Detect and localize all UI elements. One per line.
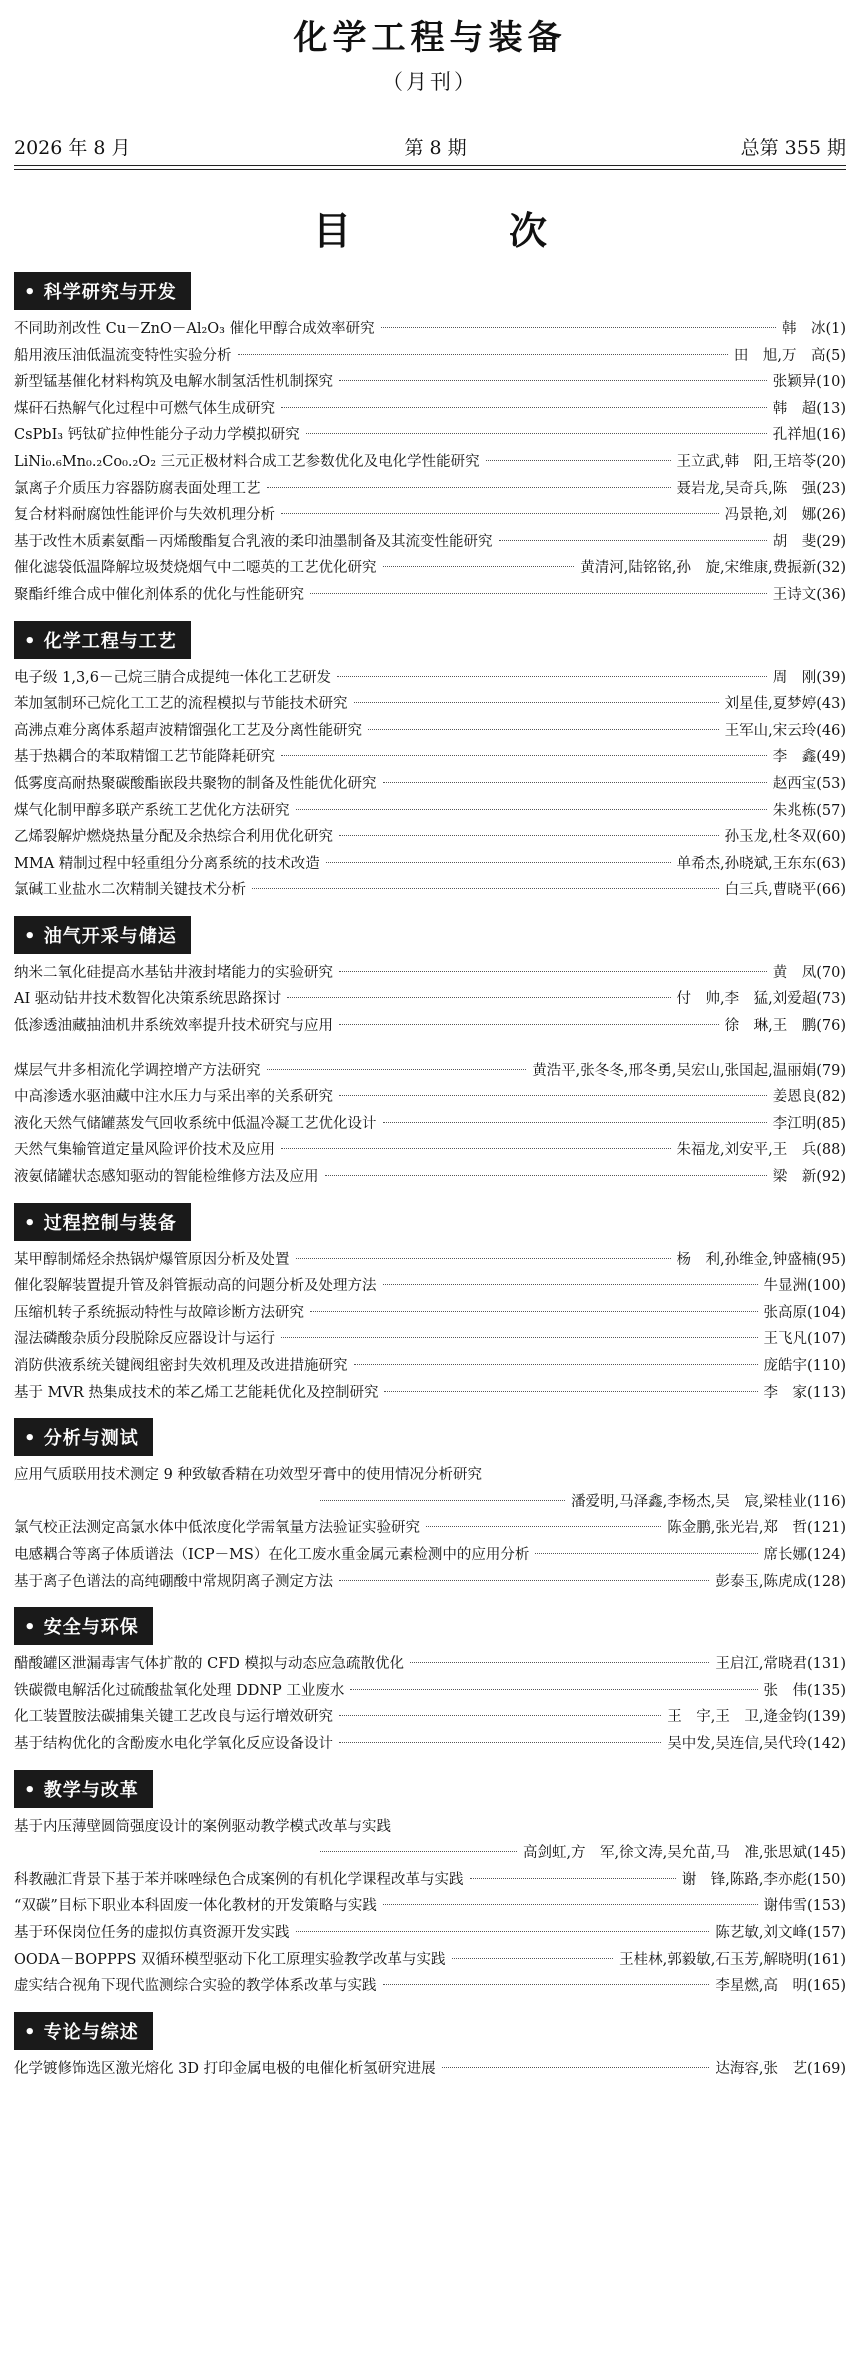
entry-authors-page: 席长娜(124) (763, 1546, 846, 1563)
section-heading: • 过程控制与装备 (14, 1203, 191, 1241)
leader-dots (339, 1024, 719, 1025)
leader-dots (281, 407, 767, 408)
entry-authors-page: 王立武,韩 阳,王培苓(20) (676, 453, 846, 470)
toc-entry[interactable] (14, 529, 846, 556)
section-heading-label: 化学工程与工艺 (43, 630, 177, 652)
toc-entry[interactable] (14, 369, 846, 396)
entry-authors-page: 张 伟(135) (763, 1682, 846, 1699)
leader-dots (535, 1553, 757, 1554)
leader-dots (296, 1258, 671, 1259)
section-heading: • 油气开采与储运 (14, 916, 191, 954)
entry-authors-page: 白三兵,曹晓平(66) (724, 882, 846, 899)
entry-title: 液化天然气储罐蒸发气回收系统中低温冷凝工艺优化设计 (14, 1115, 377, 1132)
leader-dots (410, 1662, 709, 1663)
entry-authors-page: 李星燃,高 明(165) (715, 1978, 846, 1995)
entry-title: 基于 MVR 热集成技术的苯乙烯工艺能耗优化及控制研究 (14, 1384, 379, 1401)
header-rule-top (14, 165, 846, 166)
entry-title: 苯加氢制环己烷化工工艺的流程模拟与节能技术研究 (14, 696, 348, 713)
entry-title: 基于改性木质素氨酯－丙烯酸酯复合乳液的柔印油墨制备及其流变性能研究 (14, 533, 493, 550)
entry-title: 消防供液系统关键阀组密封失效机理及改进措施研究 (14, 1358, 348, 1374)
toc-entry[interactable] (14, 1893, 846, 1920)
entry-title: “双碳”目标下职业本科固废一体化教材的开发策略与实践 (14, 1898, 377, 1915)
entry-title: 聚酯纤维合成中催化剂体系的优化与性能研究 (14, 586, 304, 603)
leader-dots (281, 1337, 758, 1338)
entry-title: 新型锰基催化材料构筑及电解水制氢活性机制探究 (14, 374, 333, 391)
entry-authors-page: 王军山,宋云玲(46) (724, 722, 846, 739)
entry-title: 化学镀修饰选区激光熔化 3D 打印金属电极的电催化析氢研究进展 (14, 2060, 436, 2077)
entry-authors-page: 李 鑫(49) (772, 749, 846, 766)
toc-entry[interactable] (14, 476, 846, 503)
entry-title: 复合材料耐腐蚀性能评价与失效机理分析 (14, 507, 275, 524)
entry-authors-page: 姜恩良(82) (772, 1089, 846, 1106)
leader-dots (354, 702, 719, 703)
entry-title: 基于结构优化的含酚废水电化学氧化反应设备设计 (14, 1735, 333, 1752)
toc-section (14, 272, 846, 609)
entry-authors-page: 达海容,张 艺(169) (715, 2060, 846, 2077)
entry-authors-page: 黄 凤(70) (772, 964, 846, 981)
toc-entry[interactable] (14, 798, 846, 825)
entry-title: 煤矸石热解气化过程中可燃气体生成研究 (14, 400, 275, 417)
entry-authors-page: 梁 新(92) (772, 1169, 846, 1186)
leader-dots (499, 540, 767, 541)
entry-title: 低渗透油藏抽油机井系统效率提升技术研究与应用 (14, 1018, 333, 1035)
toc-entry[interactable] (14, 396, 846, 423)
leader-dots (383, 1284, 758, 1285)
entry-title: 应用气质联用技术测定 9 种致敏香精在功效型牙膏中的使用情况分析研究 (14, 1467, 482, 1484)
leader-dots (339, 380, 767, 381)
entry-title: 化工装置胺法碳捕集关键工艺改良与运行增效研究 (14, 1709, 333, 1726)
leader-dots (383, 1984, 710, 1985)
entry-title: 天然气集输管道定量风险评价技术及应用 (14, 1142, 275, 1159)
toc-entry[interactable] (14, 1273, 846, 1300)
entry-authors-page: 冯景艳,刘 娜(26) (724, 507, 846, 524)
toc-entry[interactable] (14, 1300, 846, 1327)
toc-entry[interactable] (14, 1542, 846, 1569)
toc-entry[interactable] (14, 1326, 846, 1353)
toc-entry[interactable] (14, 771, 846, 798)
issue-line (14, 133, 846, 160)
toc-entry[interactable] (14, 1947, 846, 1974)
leader-dots (426, 1526, 661, 1527)
entry-authors-page: 孙玉龙,杜冬双(60) (724, 829, 846, 846)
entry-title: 乙烯裂解炉燃烧热量分配及余热综合利用优化研究 (14, 829, 333, 846)
entry-authors-page: 赵西宝(53) (772, 775, 846, 792)
toc-entry[interactable] (14, 1247, 846, 1274)
leader-dots (296, 809, 767, 810)
entry-title: 压缩机转子系统振动特性与故障诊断方法研究 (14, 1304, 304, 1321)
toc-entry[interactable] (14, 1515, 846, 1542)
leader-dots (281, 755, 767, 756)
entry-authors-page: 谢 锋,陈路,李亦彪(150) (681, 1871, 846, 1888)
entry-authors-page: 王飞凡(107) (763, 1331, 846, 1348)
leader-dots (310, 1311, 758, 1312)
entry-title: 基于离子色谱法的高纯硼酸中常规阴离子测定方法 (14, 1573, 333, 1590)
entry-title: 某甲醇制烯烃余热锅炉爆管原因分析及处置 (14, 1251, 290, 1268)
entry-title: 基于环保岗位任务的虚拟仿真资源开发实践 (14, 1924, 290, 1941)
leader-dots (486, 460, 671, 461)
toc-section (14, 2012, 846, 2083)
entry-authors-page: 潘爱明,马泽鑫,李杨杰,吴 宸,梁桂业(116) (571, 1493, 846, 1510)
entry-title: 纳米二氧化硅提高水基钻井液封堵能力的实验研究 (14, 964, 333, 981)
section-heading-label: 安全与环保 (43, 1617, 139, 1639)
section-heading-label: 科学研究与开发 (43, 282, 177, 303)
entry-title: 高沸点难分离体系超声波精馏强化工艺及分离性能研究 (14, 722, 362, 739)
toc-section (14, 1607, 846, 1757)
entry-authors-page: 朱兆栋(57) (772, 802, 846, 819)
toc-entry[interactable] (14, 1651, 846, 1678)
entry-title: 基于内压薄壁圆筒强度设计的案例驱动教学模式改革与实践 (14, 1818, 391, 1835)
toc-entry[interactable] (14, 877, 846, 904)
leader-dots (320, 1500, 565, 1501)
entry-authors-page: 陈艺敏,刘文峰(157) (715, 1924, 846, 1941)
toc-entry[interactable] (14, 691, 846, 718)
leader-dots (267, 487, 671, 488)
leader-dots (383, 1904, 758, 1905)
section-heading-label: 过程控制与装备 (43, 1212, 177, 1234)
toc-entry[interactable] (14, 2056, 846, 2083)
leader-dots (287, 997, 670, 998)
issue-date: 2026 年 8 月 (14, 137, 131, 159)
entry-authors-page: 吴中发,吴连信,吴代玲(142) (667, 1735, 846, 1752)
journal-title: 化学工程与装备 (293, 18, 567, 58)
toc-section (14, 1418, 846, 1595)
entry-title: 催化滤袋低温降解垃圾焚烧烟气中二噁英的工艺优化研究 (14, 560, 377, 577)
entry-title: 电感耦合等离子体质谱法（ICP－MS）在化工废水重金属元素检测中的应用分析 (14, 1546, 530, 1563)
toc-entry[interactable] (14, 1920, 846, 1947)
entry-title: 氯离子介质压力容器防腐表面处理工艺 (14, 480, 261, 497)
leader-dots (281, 1148, 671, 1149)
leader-dots (368, 729, 719, 730)
leader-dots (281, 513, 719, 514)
entry-authors-page: 韩 超(13) (772, 400, 846, 417)
entry-authors-page: 张颖异(10) (772, 374, 846, 391)
leader-dots (470, 1878, 676, 1879)
leader-dots (320, 1851, 517, 1852)
toc-entry[interactable] (14, 1867, 846, 1894)
leader-dots (339, 1715, 661, 1716)
entry-title: CsPbI₃ 钙钛矿拉伸性能分子动力学模拟研究 (14, 427, 300, 444)
entry-authors-page: 刘星佳,夏梦婷(43) (724, 696, 846, 713)
toc-entry[interactable] (14, 449, 846, 476)
entry-authors-page: 黄清河,陆铭铭,孙 旋,宋维康,费振新(32) (580, 560, 846, 577)
entry-authors-page: 庞皓宇(110) (763, 1358, 846, 1374)
entry-authors-page: 胡 斐(29) (772, 533, 846, 550)
section-heading-label: 油气开采与储运 (43, 925, 177, 947)
section-heading: • 安全与环保 (14, 1607, 153, 1645)
entry-title: 氯气校正法测定高氯水体中低浓度化学需氧量方法验证实验研究 (14, 1520, 420, 1537)
toc-entry[interactable] (14, 960, 846, 987)
leader-dots (339, 971, 767, 972)
entry-authors-page: 孔祥旭(16) (772, 427, 846, 444)
leader-dots (383, 1122, 767, 1123)
entry-title: AI 驱动钻井技术数智化决策系统思路探讨 (14, 991, 282, 1008)
toc-entry[interactable] (14, 1569, 846, 1596)
leader-dots (339, 1580, 709, 1581)
leader-dots (452, 1958, 614, 1959)
entry-authors-page: 李 家(113) (763, 1384, 846, 1401)
toc-entry[interactable] (14, 502, 846, 529)
entry-authors-page: 牛显洲(100) (763, 1278, 846, 1295)
entry-authors-page: 王启江,常晓君(131) (715, 1656, 846, 1673)
entry-authors-page: 付 帅,李 猛,刘爱超(73) (676, 991, 846, 1008)
toc-section (14, 621, 846, 904)
toc-entry[interactable] (14, 851, 846, 878)
entry-title: 湿法磷酸杂质分段脱除反应器设计与运行 (14, 1331, 275, 1348)
toc-entry[interactable] (14, 582, 846, 609)
entry-title: 铁碳微电解活化过硫酸盐氧化处理 DDNP 工业废水 (14, 1682, 345, 1699)
entry-gap (14, 1040, 846, 1058)
toc-entry[interactable] (14, 1111, 846, 1138)
leader-dots (339, 1095, 767, 1096)
section-heading-label: 分析与测试 (43, 1428, 139, 1450)
toc-entry[interactable] (14, 1058, 846, 1085)
toc-entry[interactable] (14, 316, 846, 343)
toc-section (14, 1203, 846, 1407)
entry-title: 基于热耦合的苯取精馏工艺节能降耗研究 (14, 749, 275, 766)
entry-title: 煤层气井多相流化学调控增产方法研究 (14, 1062, 261, 1079)
leader-dots (339, 1742, 661, 1743)
issue-total: 总第 355 期 (740, 137, 846, 159)
toc-entry[interactable] (14, 1164, 846, 1191)
leader-dots (310, 593, 767, 594)
toc-entry[interactable] (14, 1678, 846, 1705)
entry-title: 船用液压油低温流变特性实验分析 (14, 347, 232, 364)
section-heading: • 化学工程与工艺 (14, 621, 191, 659)
entry-title: 氯碱工业盐水二次精制关键技术分析 (14, 882, 246, 899)
entry-authors-page: 田 旭,万 高(5) (733, 347, 846, 364)
entry-title: 低雾度高耐热聚碳酸酯嵌段共聚物的制备及性能优化研究 (14, 775, 377, 792)
toc-entry[interactable] (14, 1704, 846, 1731)
section-heading-label: 教学与改革 (43, 1779, 139, 1801)
section-heading-label: 专论与综述 (43, 2021, 139, 2043)
leader-dots (384, 1391, 757, 1392)
leader-dots (337, 676, 767, 677)
issue-number: 第 8 期 (404, 137, 467, 159)
entry-authors-page: 高剑虹,方 军,徐文涛,吴允苗,马 准,张思斌(145) (522, 1845, 846, 1862)
entry-authors-page: 杨 利,孙维金,钟盛楠(95) (676, 1251, 846, 1268)
entry-title: LiNi₀.₆Mn₀.₂Co₀.₂O₂ 三元正极材料合成工艺参数优化及电化学性能研究 (14, 453, 480, 470)
toc-entry[interactable] (14, 1731, 846, 1758)
entry-authors-page: 徐 琳,王 鹏(76) (724, 1018, 846, 1035)
toc-entry[interactable] (14, 986, 846, 1013)
toc-entry[interactable] (14, 1814, 846, 1867)
leader-dots (326, 862, 671, 863)
entry-authors-page: 王诗文(36) (772, 586, 846, 603)
entry-title: 不同助剂改性 Cu－ZnO－Al₂O₃ 催化甲醇合成效率研究 (14, 321, 375, 337)
section-heading: • 专论与综述 (14, 2012, 153, 2050)
entry-authors-page: 单希杰,孙晓斌,王东东(63) (676, 855, 846, 872)
entry-title: 中高渗透水驱油藏中注水压力与采出率的关系研究 (14, 1089, 333, 1106)
leader-dots (267, 1069, 527, 1070)
entry-title: 醋酸罐区泄漏毒害气体扩散的 CFD 模拟与动态应急疏散优化 (14, 1656, 404, 1673)
entry-authors-page: 彭泰玉,陈虎成(128) (715, 1573, 846, 1590)
entry-authors-page: 聂岩龙,吴奇兵,陈 强(23) (676, 480, 846, 497)
toc-entry[interactable] (14, 1084, 846, 1111)
leader-dots (325, 1175, 767, 1176)
entry-authors-page: 陈金鹏,张光岩,郑 哲(121) (667, 1520, 846, 1537)
entry-title: 液氨储罐状态感知驱动的智能检维修方法及应用 (14, 1169, 319, 1186)
table-of-contents (14, 272, 846, 2082)
leader-dots (238, 354, 728, 355)
entry-title: 催化裂解装置提升管及斜管振动高的问题分析及处理方法 (14, 1278, 377, 1295)
entry-authors-page: 王桂林,郭毅敏,石玉芳,解晓明(161) (619, 1951, 846, 1968)
toc-section (14, 916, 846, 1191)
toc-entry[interactable] (14, 1137, 846, 1164)
leader-dots (296, 1931, 710, 1932)
entry-authors-page: 周 刚(39) (772, 669, 846, 686)
entry-title: 科教融汇背景下基于苯并咪唑绿色合成案例的有机化学课程改革与实践 (14, 1871, 464, 1888)
entry-title: 电子级 1,3,6－己烷三腈合成提纯一体化工艺研发 (14, 669, 332, 686)
leader-dots (442, 2067, 710, 2068)
toc-entry[interactable] (14, 718, 846, 745)
entry-title: 虚实结合视角下现代监测综合实验的教学体系改革与实践 (14, 1978, 377, 1995)
entry-authors-page: 黄浩平,张冬冬,邢冬勇,吴宏山,张国起,温丽娟(79) (532, 1062, 846, 1079)
toc-entry[interactable] (14, 824, 846, 851)
toc-title: 目 次 (312, 208, 607, 253)
entry-authors-page: 韩 冰(1) (781, 321, 846, 337)
leader-dots (306, 433, 767, 434)
entry-authors-page: 李江明(85) (772, 1115, 846, 1132)
section-heading: • 科学研究与开发 (14, 272, 191, 310)
leader-dots (381, 327, 776, 328)
leader-dots (383, 566, 575, 567)
header-rule-bottom (14, 169, 846, 170)
toc-entry[interactable] (14, 1973, 846, 2000)
journal-subtitle: （月刊） (382, 70, 478, 94)
leader-dots (350, 1689, 757, 1690)
toc-section (14, 1770, 846, 2000)
toc-entry[interactable] (14, 1462, 846, 1515)
entry-title: OODA－BOPPPS 双循环模型驱动下化工原理实验教学改革与实践 (14, 1951, 446, 1968)
entry-title: MMA 精制过程中轻重组分分离系统的技术改造 (14, 855, 320, 872)
toc-entry[interactable] (14, 1013, 846, 1040)
entry-authors-page: 谢伟雪(153) (763, 1898, 846, 1915)
toc-entry[interactable] (14, 555, 846, 582)
leader-dots (383, 782, 767, 783)
entry-authors-page: 王 宇,王 卫,逄金钧(139) (667, 1709, 846, 1726)
toc-entry[interactable] (14, 744, 846, 771)
leader-dots (252, 888, 719, 889)
toc-entry[interactable] (14, 343, 846, 370)
section-heading: • 分析与测试 (14, 1418, 153, 1456)
entry-authors-page: 张高原(104) (763, 1304, 846, 1321)
section-heading: • 教学与改革 (14, 1770, 153, 1808)
toc-entry[interactable] (14, 665, 846, 692)
toc-entry[interactable] (14, 1380, 846, 1407)
entry-title: 煤气化制甲醇多联产系统工艺优化方法研究 (14, 802, 290, 819)
leader-dots (354, 1364, 758, 1365)
leader-dots (339, 835, 719, 836)
entry-authors-page: 朱福龙,刘安平,王 兵(88) (676, 1142, 846, 1159)
toc-entry[interactable] (14, 1353, 846, 1380)
toc-entry[interactable] (14, 422, 846, 449)
